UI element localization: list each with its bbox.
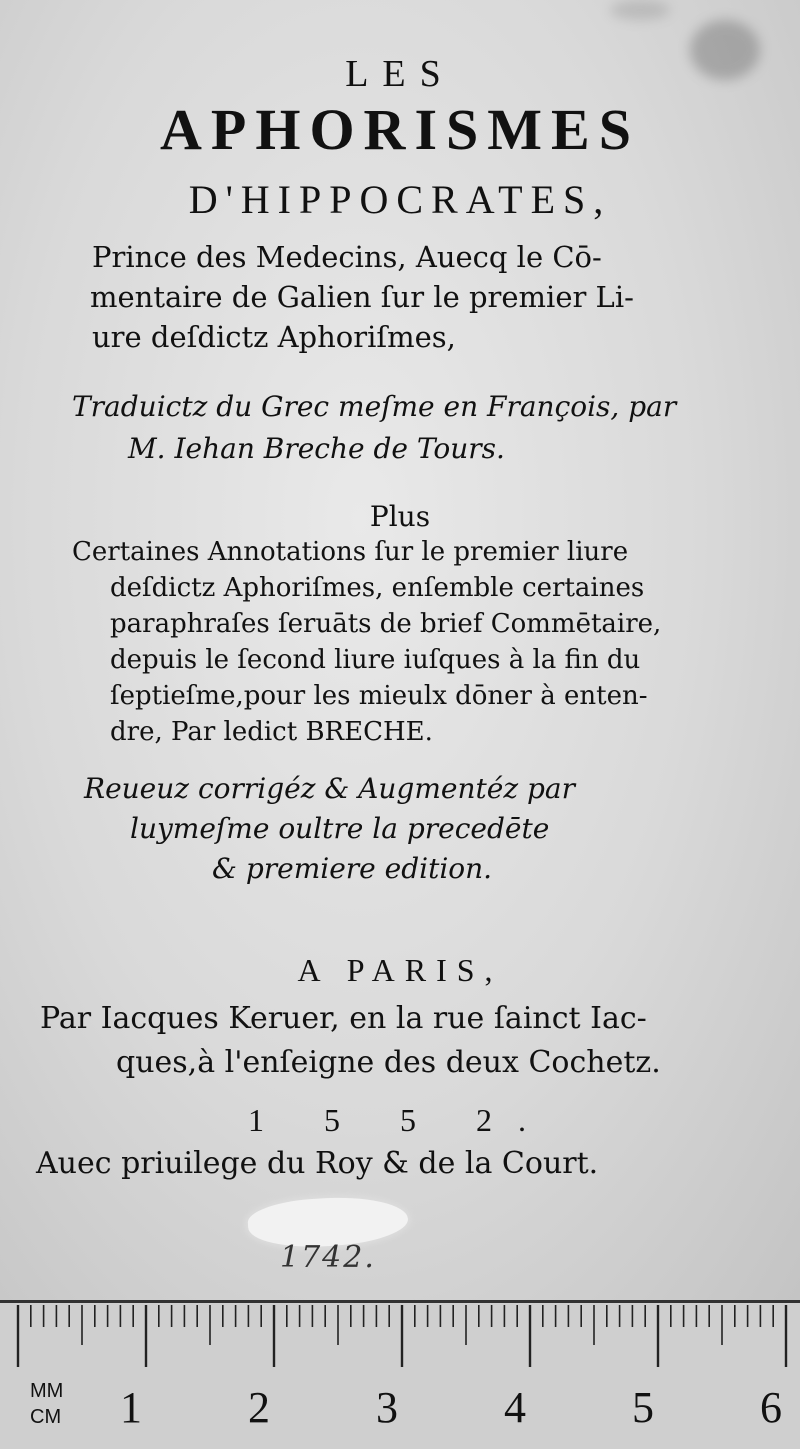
translator-line: Traduictz du Grec meſme en François, par [72,390,677,423]
annotations-line: dre, Par ledict BRECHE. [110,717,433,747]
annotations-line: depuis le ſecond liure iuſques à la fin du [110,645,641,675]
title-aphorismes: APHORISMES [160,97,640,162]
plus-heading: Plus [369,500,431,533]
title-hippocrates: D'HIPPOCRATES, [188,177,612,222]
imprint-line: Par Iacques Keruer, en la rue ſainct Iac- [40,1001,647,1036]
publication-year: 1 5 5 2. [248,1102,552,1138]
ruler-number-2: 2 [248,1383,270,1432]
imprint-city: A PARIS, [297,952,503,988]
ruler-number-6: 6 [760,1383,782,1432]
revision-line: & premiere edition. [212,852,493,885]
translator-line: M. Iehan Breche de Tours. [128,432,505,465]
revision-line: Reueuz corrigéz & Augmentéz par [84,772,575,805]
ruler-unit-cm: CM [30,1406,62,1428]
imprint-line: ques,à l'enſeigne des deux Cochetz. [116,1045,661,1080]
subtitle-line: mentaire de Galien ſur le premier Li- [90,280,634,314]
annotations-line: ſeptieſme,pour les mieulx dōner à enten- [110,681,648,711]
annotations-line: paraphraſes ſeruāts de brief Commētaire, [110,609,662,639]
revision-line: luymeſme oultre la precedēte [130,812,550,845]
ruler-number-4: 4 [504,1383,526,1432]
paper-stain [610,0,670,20]
ruler-number-5: 5 [632,1383,654,1432]
title-les: LES [345,53,455,95]
ruler-unit-mm: MM [30,1380,64,1402]
privilege-line: Auec priuilege du Roy & de la Court. [36,1146,599,1181]
annotations-line: deſdictz Aphoriſmes, enſemble certaines [110,573,645,603]
handwritten-note: 1742. [280,1240,376,1275]
ruler-number-1: 1 [120,1383,142,1432]
subtitle-line: ure deſdictz Aphoriſmes, [92,320,456,354]
ruler-number-3: 3 [376,1383,398,1432]
subtitle-line: Prince des Medecins, Auecq le Cō- [92,240,602,274]
annotations-line: Certaines Annotations ſur le premier liure [72,537,629,567]
